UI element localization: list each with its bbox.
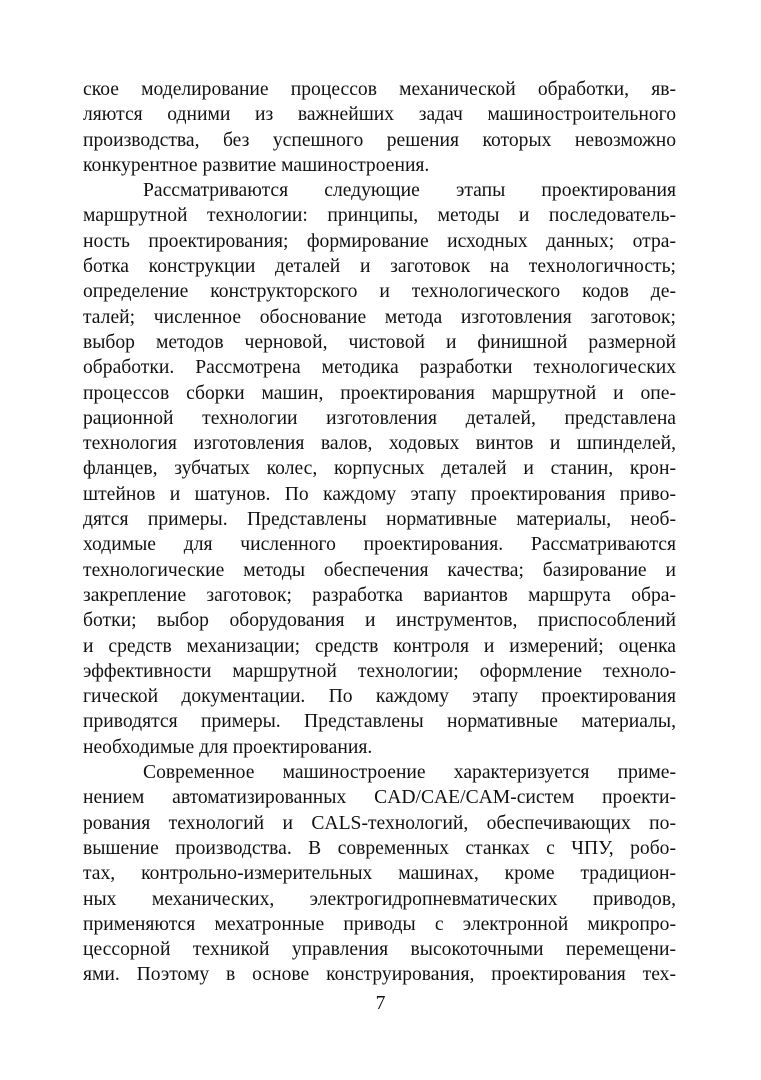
- text-line: талей; численное обоснование метода изготовления заготовок;: [83, 306, 676, 328]
- text-line: конкурентное развитие машиностроения.: [83, 154, 430, 176]
- text-line: и средств механизации; средств контроля и измерений; оценка: [83, 635, 676, 657]
- text-line: необходимые для проектирования.: [83, 736, 373, 758]
- text-line: производства, без успешного решения которых невозможно: [83, 129, 676, 151]
- text-line: технологические методы обеспечения качества; базирование и: [83, 559, 676, 581]
- text-line: рационной технологии изготовления деталей, представлена: [83, 407, 676, 429]
- text-line: гической документации. По каждому этапу проектирования: [83, 686, 676, 708]
- text-line: Рассматриваются следующие этапы проектирования: [143, 180, 676, 202]
- text-line: дятся примеры. Представлены нормативные материалы, необ-: [83, 509, 676, 531]
- paragraph-2: [83, 178, 676, 760]
- text-line: эффективности маршрутной технологии; оформление техноло-: [83, 660, 676, 682]
- text-line: ляются одними из важнейших задач машиностроительного: [83, 104, 676, 126]
- text-line: тах, контрольно-измерительных машинах, кроме традицион-: [83, 863, 676, 885]
- paragraph-1: [83, 77, 676, 178]
- text-line: определение конструкторского и технологического кодов де-: [83, 281, 676, 303]
- text-line: штейнов и шатунов. По каждому этапу проектирования приво-: [83, 483, 676, 505]
- text-line: фланцев, зубчатых колес, корпусных деталей и станин, крон-: [83, 458, 676, 480]
- text-line: ботка конструкции деталей и заготовок на технологичность;: [83, 256, 676, 278]
- text-line: процессов сборки машин, проектирования маршрутной и опе-: [83, 382, 676, 404]
- text-line: ность проектирования; формирование исходных данных; отра-: [83, 230, 676, 252]
- text-line: рования технологий и CALS-технологий, обеспечивающих по-: [83, 812, 676, 834]
- text-line: вышение производства. В современных станках с ЧПУ, робо-: [83, 837, 676, 859]
- text-line: Современное машиностроение характеризуется приме-: [143, 762, 676, 784]
- text-line: маршрутной технологии: принципы, методы и последователь-: [83, 205, 676, 227]
- text-line: ных механических, электрогидропневматических приводов,: [83, 888, 676, 910]
- text-line: технология изготовления валов, ходовых винтов и шпинделей,: [83, 433, 676, 455]
- paragraph-3: [83, 760, 676, 988]
- page-number: 7: [375, 993, 386, 1014]
- body-text: [83, 77, 676, 988]
- text-line: обработки. Рассмотрена методика разработки технологических: [83, 357, 676, 379]
- text-line: закрепление заготовок; разработка вариантов маршрута обра-: [83, 584, 676, 606]
- text-line: применяются мехатронные приводы с электронной микропро-: [83, 913, 676, 935]
- text-line: нением автоматизированных CAD/CAE/CAM-систем проекти-: [83, 787, 676, 809]
- text-line: ботки; выбор оборудования и инструментов, приспособлений: [83, 610, 676, 632]
- text-line: выбор методов черновой, чистовой и финишной размерной: [83, 331, 676, 353]
- text-line: приводятся примеры. Представлены нормативные материалы,: [83, 711, 676, 733]
- text-line: ходимые для численного проектирования. Рассматриваются: [83, 534, 676, 556]
- text-line: ское моделирование процессов механической обработки, яв-: [83, 79, 676, 100]
- text-line: ями. Поэтому в основе конструирования, проектирования тех-: [83, 964, 676, 986]
- text-line: цессорной техникой управления высокоточными перемещени-: [83, 939, 676, 961]
